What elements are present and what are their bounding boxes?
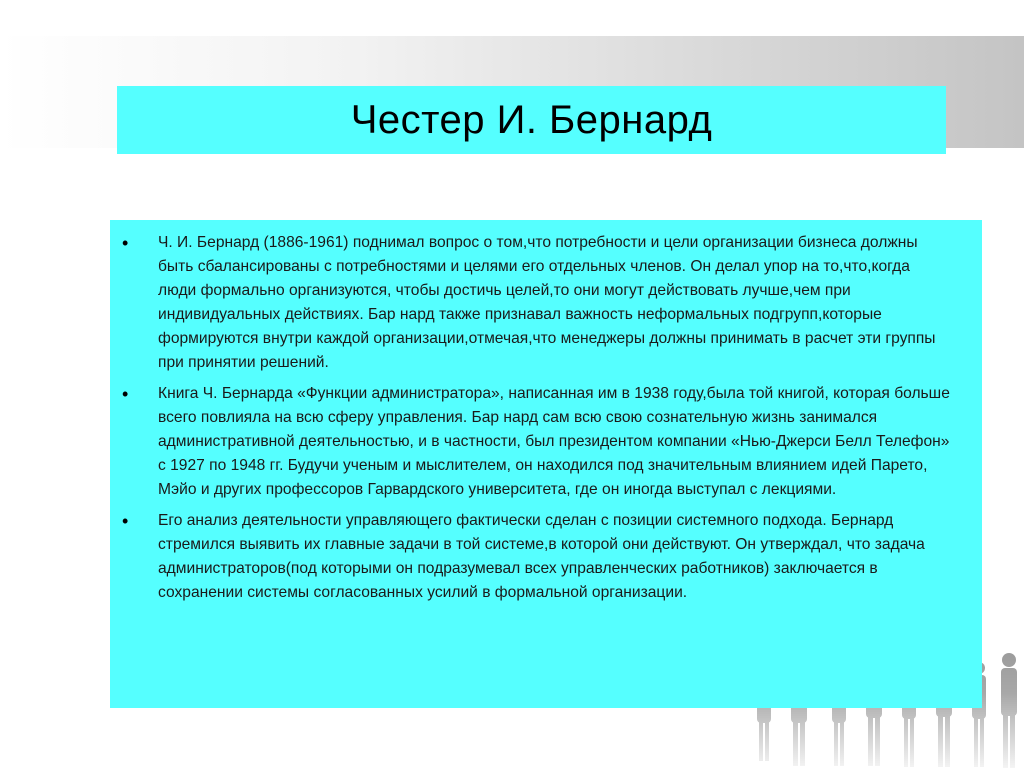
bullet-text: Его анализ деятельности управляющего фактически сделан с позиции системного подхода. Бернард стремился выявить их главные задачи в той системе,в которой они действуют. Он утверждал, что задача администраторов(под которыми он подразумевал всех управленческих работников) заключается в сохранении системы согласованных усилий в формальной организации. (158, 512, 925, 601)
bullet-text: Ч. И. Бернард (1886-1961) поднимал вопрос о том,что потребности и цели организации бизнеса должны быть сбалансированы с потребностями и целями его отдельных членов. Он делал упор на то,что,когда люди формально организуются, чтобы достичь целей,то они могут действовать лучше,чем при индивидуальных действиях. Бар нард также признавал важность неформальных подгрупп,которые формируются внутри каждой организации,отмечая,что менеджеры должны принимать в расчет эти группы при принятии решений. (158, 234, 936, 371)
slide-title: Честер И. Бернард (350, 97, 713, 142)
content-box (110, 220, 982, 708)
bullet-list (122, 231, 952, 612)
title-box (117, 86, 946, 154)
bullet-item-3 (122, 509, 952, 605)
bullet-item-1 (122, 231, 952, 375)
bullet-text: Книга Ч. Бернарда «Функции администратора», написанная им в 1938 году,была той книгой, которая больше всего повлияла на всю сферу управления. Бар нард сам всю свою сознательную жизнь занимался административной деятельностью, и в частности, был президентом компании «Нью-Джерси Белл Телефон» с 1927 по 1948 гг. Будучи ученым и мыслителем, он находился под значительным влиянием идей Парето, Мэйо и других профессоров Гарвардского университета, где он иногда выступал с лекциями. (158, 385, 950, 498)
bullet-icon: • (122, 384, 129, 404)
bullet-icon: • (122, 511, 129, 531)
bullet-item-2 (122, 382, 952, 502)
bullet-icon: • (122, 233, 129, 253)
